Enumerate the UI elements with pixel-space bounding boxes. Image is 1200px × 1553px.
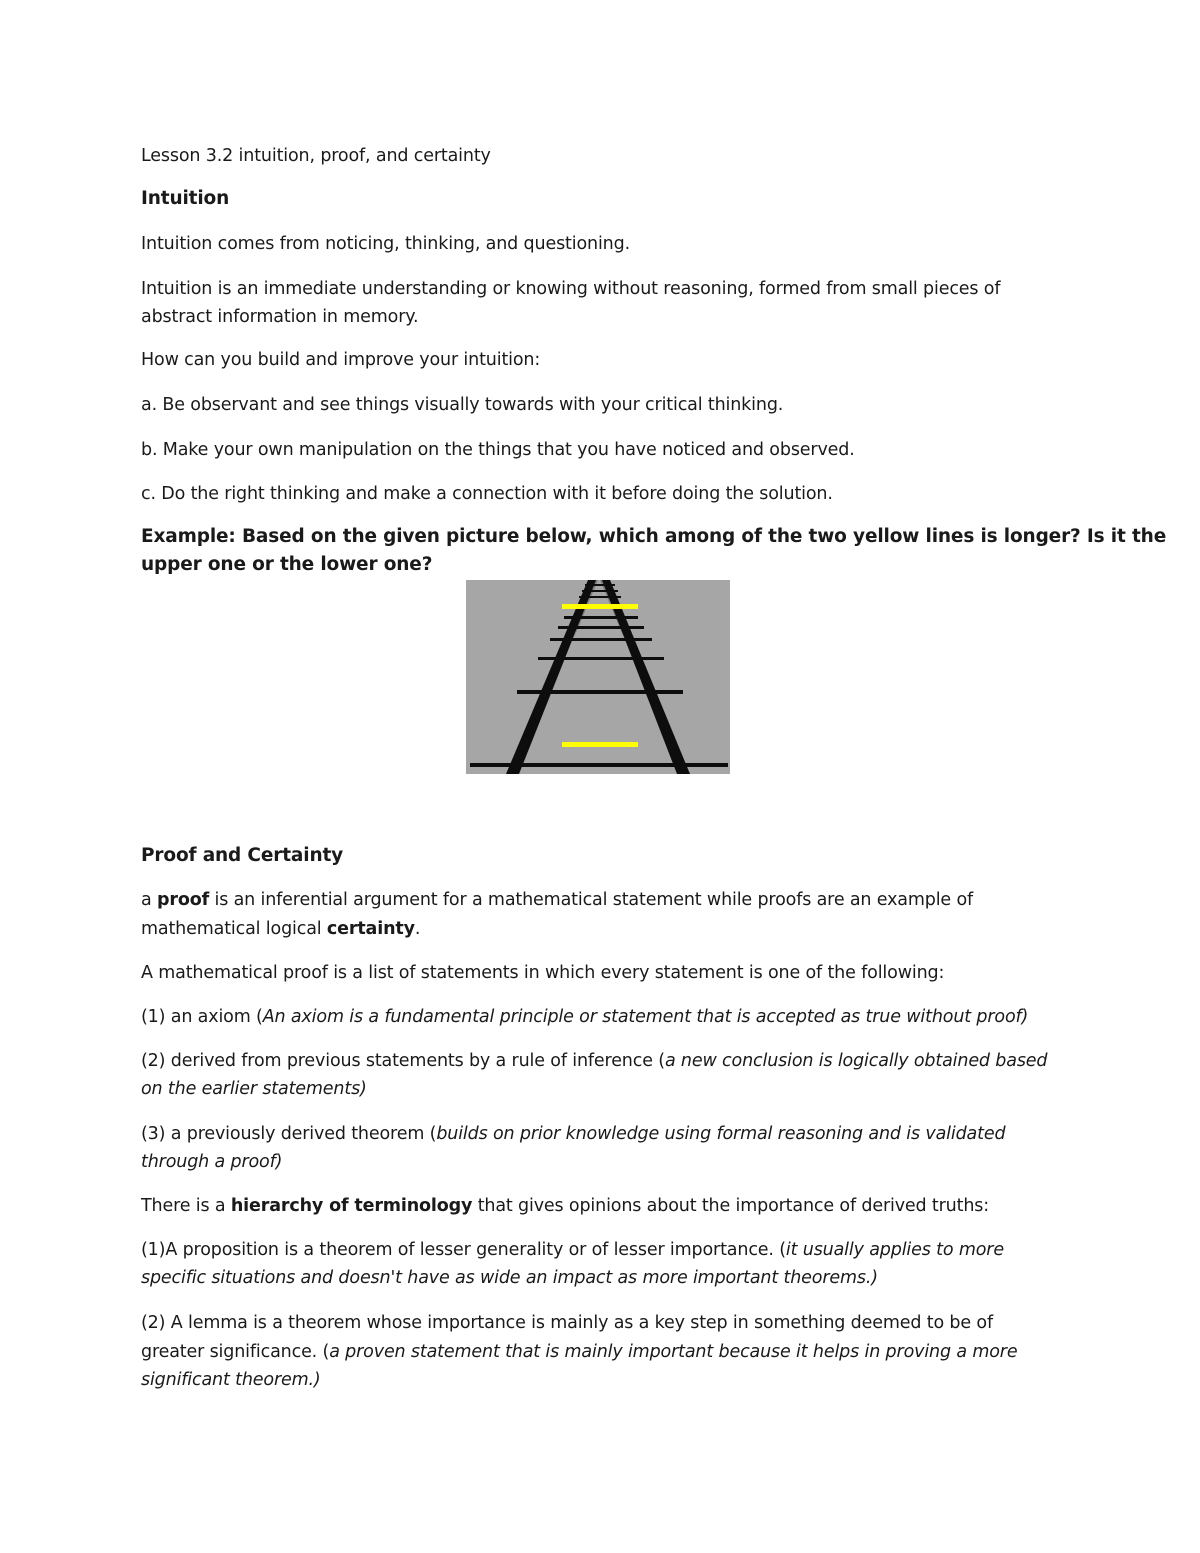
lemma-line-3: significant theorem.) (141, 1370, 321, 1390)
list-item-c: c. Do the right thinking and make a connection with it before doing the solution. (141, 484, 833, 504)
intuition-paragraph-1: Intuition comes from noticing, thinking, and questioning. (141, 234, 630, 254)
certainty-term: certainty (326, 919, 415, 939)
statement-1-italic: An axiom is a fundamental principle or statement that is accepted as true without proof) (262, 1007, 1029, 1027)
tie-6 (550, 638, 652, 641)
tie-9 (470, 763, 728, 767)
lesson-title: Lesson 3.2 intuition, proof, and certainty (141, 146, 491, 166)
intuition-paragraph-2-line-2: abstract information in memory. (141, 307, 419, 327)
hierarchy-sentence (141, 1192, 1071, 1220)
statement-2-line-1 (141, 1047, 1071, 1075)
tie-2 (582, 590, 618, 592)
proposition-line-2: specific situations and doesn't have as wide an impact as more important theorems.) (141, 1268, 878, 1288)
intuition-heading: Intuition (141, 188, 230, 209)
list-item-b: b. Make your own manipulation on the things that you have noticed and observed. (141, 440, 855, 460)
statement-3-line-1 (141, 1120, 1071, 1148)
lemma-line-2 (141, 1338, 1071, 1366)
statement-1-plain: (1) an axiom ( (141, 1007, 263, 1027)
upper-yellow-line (562, 604, 638, 609)
hierarchy-pre: There is a (141, 1196, 231, 1216)
build-intuition-question: How can you build and improve your intuition: (141, 350, 541, 370)
proposition-italic-1: it usually applies to more (785, 1240, 1004, 1260)
statement-3-line-2: through a proof) (141, 1152, 283, 1172)
statement-2-italic-1: a new conclusion is logically obtained based (664, 1051, 1048, 1071)
statement-1 (141, 1003, 1071, 1031)
example-question-line-2: upper one or the lower one? (141, 554, 433, 575)
tie-5 (558, 626, 644, 629)
ponzo-illusion-railway-figure (464, 578, 730, 774)
lemma-plain-2: greater significance. ( (141, 1342, 330, 1362)
lemma-line-1: (2) A lemma is a theorem whose importance is mainly as a key step in something deemed to be of (141, 1313, 993, 1333)
proof-list-intro: A mathematical proof is a list of statements in which every statement is one of the following: (141, 963, 945, 983)
proof-def-line2: mathematical logical (141, 919, 327, 939)
proof-definition-line-2 (141, 915, 1071, 943)
tie-7 (538, 657, 664, 660)
statement-2-plain: (2) derived from previous statements by a rule of inference ( (141, 1051, 665, 1071)
tie-3 (579, 596, 621, 598)
proof-def-period: . (414, 919, 421, 939)
tie-8 (517, 690, 683, 694)
proof-def-a: a (141, 890, 157, 910)
proof-certainty-heading: Proof and Certainty (141, 845, 344, 866)
statement-3-plain: (3) a previously derived theorem ( (141, 1124, 437, 1144)
statement-2-line-2: on the earlier statements) (141, 1079, 367, 1099)
hierarchy-term: hierarchy of terminology (230, 1196, 473, 1216)
proposition-plain: (1)A proposition is a theorem of lesser generality or of lesser importance. ( (141, 1240, 786, 1260)
tie-4 (564, 616, 638, 619)
proof-definition-line-1 (141, 886, 1071, 914)
list-item-a: a. Be observant and see things visually towards with your critical thinking. (141, 395, 784, 415)
lower-yellow-line (562, 742, 638, 747)
proposition-line-1 (141, 1236, 1071, 1264)
lemma-italic-2: a proven statement that is mainly important because it helps in proving a more (329, 1342, 1018, 1362)
proof-def-rest: is an inferential argument for a mathematical statement while proofs are an example of (209, 890, 974, 910)
proof-term: proof (157, 890, 210, 910)
hierarchy-post: that gives opinions about the importance of derived truths: (472, 1196, 989, 1216)
intuition-paragraph-2-line-1: Intuition is an immediate understanding or knowing without reasoning, formed from small pieces of (141, 279, 1001, 299)
statement-3-italic-1: builds on prior knowledge using formal reasoning and is validated (436, 1124, 1006, 1144)
tie-1 (585, 584, 615, 586)
example-question-line-1: Example: Based on the given picture below, which among of the two yellow lines is longer? Is it the (141, 526, 1167, 547)
